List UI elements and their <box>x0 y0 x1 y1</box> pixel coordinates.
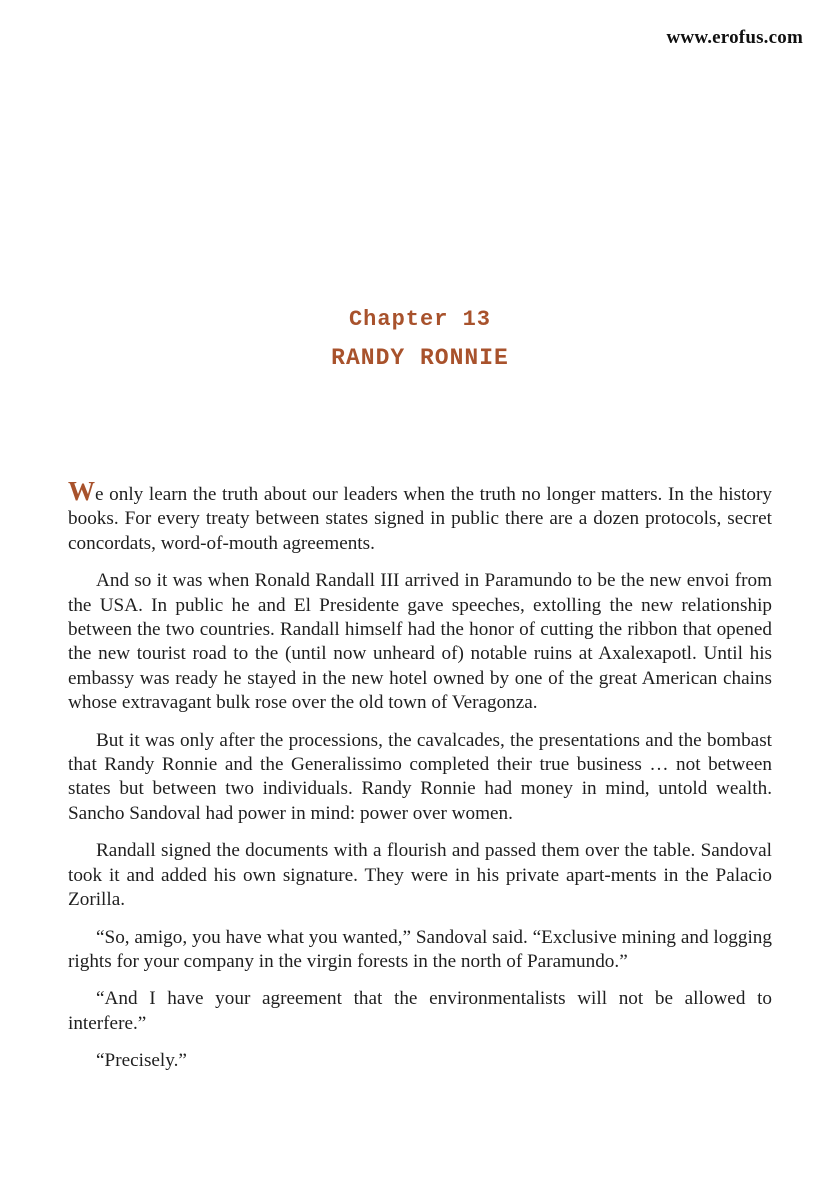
paragraph-text: e only learn the truth about our leaders when the truth no longer matters. In the history books. For every treaty between states signed in public there are a dozen protocols, secret concordats, word-of-mouth agreements. <box>68 484 772 554</box>
paragraph <box>68 476 772 556</box>
paragraph: And so it was when Ronald Randall III arrived in Paramundo to be the new envoi from the USA. In public he and El Presidente gave speeches, extolling the new relationship between the two countries. Randall himself had the honor of cutting the ribbon that opened the new tourist road to the (until now unheard of) notable ruins at Axalexapotl. Until his embassy was ready he stayed in the new hotel owned by one of the great American chains whose extravagant bulk rose over the old town of Veragonza. <box>68 570 772 714</box>
paragraph: “So, amigo, you have what you wanted,” Sandoval said. “Exclusive mining and logging rights for your company in the virgin forests in the north of Paramundo.” <box>68 926 772 972</box>
paragraph: Randall signed the documents with a flourish and passed them over the table. Sandoval took it and added his own signature. They were in his private apart-ments in the Palacio Zorilla. <box>68 840 772 911</box>
paragraph: “Precisely.” <box>96 1050 187 1072</box>
drop-cap: W <box>68 476 95 506</box>
chapter-number: Chapter 13 <box>348 307 492 332</box>
site-watermark: www.erofus.com <box>666 27 803 48</box>
paragraph: “And I have your agreement that the environmentalists will not be allowed to interfere.” <box>68 988 772 1034</box>
chapter-title: RANDY RONNIE <box>331 345 509 371</box>
chapter-body <box>68 476 772 1087</box>
chapter-heading <box>0 306 840 372</box>
paragraph: But it was only after the processions, the cavalcades, the presentations and the bombast that Randy Ronnie and the Generalissimo completed their true business … not between states but between two individuals. Randy Ronnie had money in mind, untold wealth. Sancho Sandoval had power in mind: power over women. <box>68 729 772 824</box>
